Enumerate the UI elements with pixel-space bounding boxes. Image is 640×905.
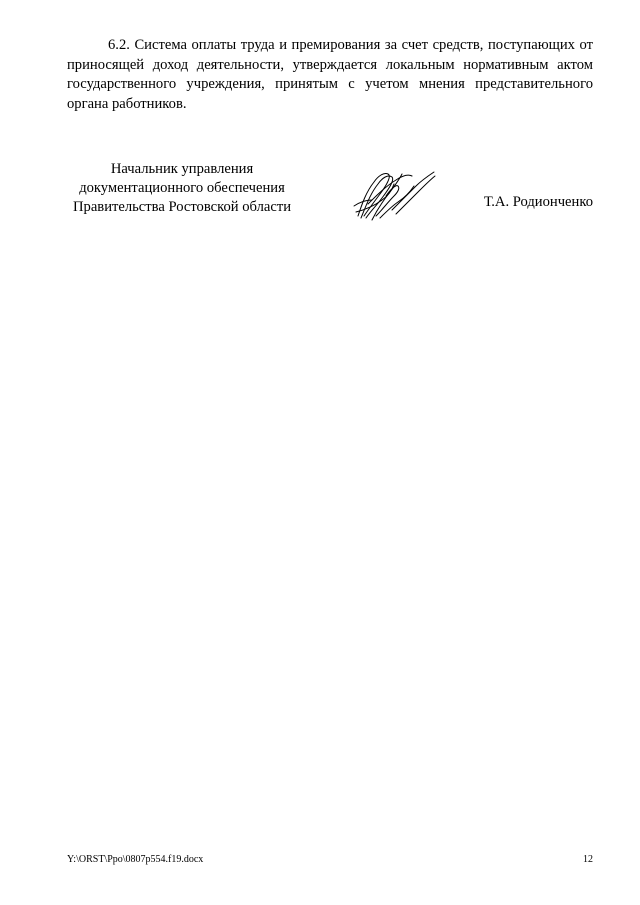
handwritten-signature — [352, 166, 436, 224]
position-line-3: Правительства Ростовской области — [72, 199, 292, 215]
signatory-name: Т.А. Родионченко — [483, 194, 593, 210]
signatory-position — [67, 160, 297, 217]
page-footer — [67, 853, 593, 867]
position-line-1: Начальник управления — [110, 161, 254, 177]
position-line-2: документационного обеспечения — [79, 180, 285, 196]
footer-file-path: Y:\ORST\Ppo\0807p554.f19.docx — [67, 854, 204, 865]
paragraph-6-2: 6.2. Система оплаты труда и премирования за счет средств, поступающих от приносящей доход деятельности, утверждается локальным нормативным актом государственного учреждения, принятым с учетом мнения представительного органа работников. — [67, 37, 593, 112]
page-number: 12 — [583, 854, 593, 865]
